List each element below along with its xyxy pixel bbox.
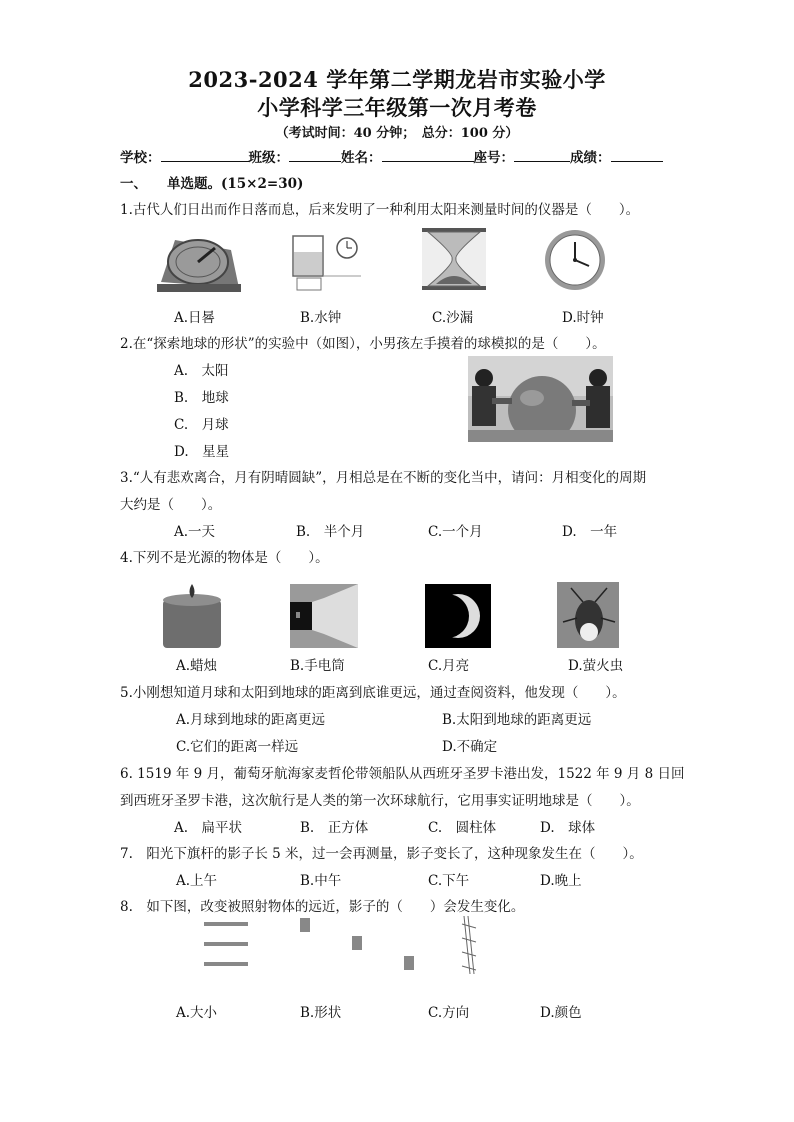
q4-option-c[interactable]: C.月亮 bbox=[428, 658, 470, 674]
q3-option-c[interactable]: C.一个月 bbox=[428, 524, 483, 540]
q7-option-d[interactable]: D.晚上 bbox=[540, 873, 582, 889]
question-7-stem: 7. 阳光下旗杆的影子长 5 米，过一会再测量，影子变长了，这种现象发生在（ ）。 bbox=[120, 846, 643, 862]
q5-option-b[interactable]: B.太阳到地球的距离更远 bbox=[442, 712, 592, 728]
firefly-image bbox=[557, 582, 619, 648]
exam-info: （考试时间：40 分钟； 总分：100 分） bbox=[275, 126, 519, 141]
q5-option-c[interactable]: C.它们的距离一样远 bbox=[176, 739, 299, 755]
q1-option-b[interactable]: B.水钟 bbox=[300, 310, 342, 326]
wall-clock-image bbox=[543, 228, 607, 292]
q3-option-d[interactable]: D. 一年 bbox=[562, 524, 618, 540]
q8-option-c[interactable]: C.方向 bbox=[428, 1005, 470, 1021]
q6-option-c[interactable]: C. 圆柱体 bbox=[428, 820, 497, 836]
field-class-blank[interactable] bbox=[289, 149, 341, 162]
question-4-stem: 4.下列不是光源的物体是（ ）。 bbox=[120, 550, 329, 566]
q1-option-c[interactable]: C.沙漏 bbox=[432, 310, 474, 326]
shadow-screen bbox=[462, 916, 476, 974]
question-3-stem-line1: 3.“人有悲欢离合，月有阴晴圆缺”，月相总是在不断的变化当中，请问：月相变化的周期 bbox=[120, 470, 647, 486]
q7-option-c[interactable]: C.下午 bbox=[428, 873, 470, 889]
flashlight-rows bbox=[204, 922, 248, 966]
hourglass-image bbox=[422, 228, 486, 290]
question-1-stem: 1.古代人们日出而作日落而息，后来发明了一种利用太阳来测量时间的仪器是（ ）。 bbox=[120, 202, 640, 218]
moon-image bbox=[425, 584, 491, 648]
field-class-label: 班级： bbox=[248, 150, 289, 166]
q7-option-a[interactable]: A.上午 bbox=[176, 873, 218, 889]
question-5-stem: 5.小刚想知道月球和太阳到地球的距离到底谁更远，通过查阅资料，他发现（ ）。 bbox=[120, 685, 626, 701]
object-far bbox=[404, 956, 414, 970]
q6-option-b[interactable]: B. 正方体 bbox=[300, 820, 369, 836]
q1-option-a[interactable]: A.日晷 bbox=[174, 310, 216, 326]
exam-title-line1: 2023-2024 学年第二学期龙岩市实验小学 bbox=[188, 67, 606, 92]
question-8-stem: 8. 如下图，改变被照射物体的远近，影子的（ ）会发生变化。 bbox=[120, 899, 525, 915]
q4-option-a[interactable]: A.蜡烛 bbox=[176, 658, 218, 674]
field-name-blank[interactable] bbox=[382, 149, 474, 162]
q3-option-b[interactable]: B. 半个月 bbox=[296, 524, 365, 540]
exam-title-line2: 小学科学三年级第一次月考卷 bbox=[257, 95, 537, 120]
field-school-label: 学校： bbox=[120, 150, 161, 166]
q8-option-a[interactable]: A.大小 bbox=[176, 1005, 218, 1021]
q2-option-c[interactable]: C. 月球 bbox=[174, 417, 229, 433]
field-score-blank[interactable] bbox=[611, 149, 663, 162]
field-seat-blank[interactable] bbox=[514, 149, 570, 162]
question-6-stem-line2: 到西班牙圣罗卡港，这次航行是人类的第一次环球航行，它用事实证明地球是（ ）。 bbox=[120, 793, 640, 809]
field-score-label: 成绩： bbox=[570, 150, 611, 166]
object-near bbox=[300, 918, 310, 932]
student-info-row bbox=[120, 146, 680, 166]
q4-option-d[interactable]: D.萤火虫 bbox=[568, 658, 624, 674]
object-middle bbox=[352, 936, 362, 950]
q6-option-d[interactable]: D. 球体 bbox=[540, 820, 596, 836]
q2-option-a[interactable]: A. 太阳 bbox=[174, 363, 229, 379]
field-school-blank[interactable] bbox=[161, 149, 249, 162]
section-heading: 一、 单选题。(15×2=30) bbox=[120, 176, 304, 192]
question-2-stem: 2.在“探索地球的形状”的实验中（如图），小男孩左手摸着的球模拟的是（ ）。 bbox=[120, 336, 606, 352]
sundial-image bbox=[153, 226, 243, 296]
earth-shape-experiment-image bbox=[468, 356, 613, 442]
q5-option-d[interactable]: D.不确定 bbox=[442, 739, 498, 755]
q5-option-a[interactable]: A.月球到地球的距离更远 bbox=[176, 712, 326, 728]
q7-option-b[interactable]: B.中午 bbox=[300, 873, 342, 889]
q4-option-b[interactable]: B.手电筒 bbox=[290, 658, 345, 674]
q2-option-d[interactable]: D. 星星 bbox=[174, 444, 230, 460]
q3-option-a[interactable]: A.一天 bbox=[174, 524, 216, 540]
q2-option-b[interactable]: B. 地球 bbox=[174, 390, 229, 406]
flashlight-image bbox=[290, 584, 358, 648]
field-name-label: 姓名： bbox=[341, 150, 382, 166]
q1-option-d[interactable]: D.时钟 bbox=[562, 310, 604, 326]
q8-option-b[interactable]: B.形状 bbox=[300, 1005, 342, 1021]
candle-image bbox=[157, 582, 227, 648]
question-3-stem-line2: 大约是（ ）。 bbox=[120, 497, 222, 513]
q6-option-a[interactable]: A. 扁平状 bbox=[174, 820, 243, 836]
shadow-distance-diagram bbox=[200, 914, 490, 976]
q8-option-d[interactable]: D.颜色 bbox=[540, 1005, 582, 1021]
water-clock-image bbox=[289, 230, 363, 294]
field-seat-label: 座号： bbox=[473, 150, 514, 166]
question-6-stem-line1: 6. 1519 年 9 月，葡萄牙航海家麦哲伦带领船队从西班牙圣罗卡港出发，1522 年 9 月 8 日回 bbox=[120, 766, 685, 782]
